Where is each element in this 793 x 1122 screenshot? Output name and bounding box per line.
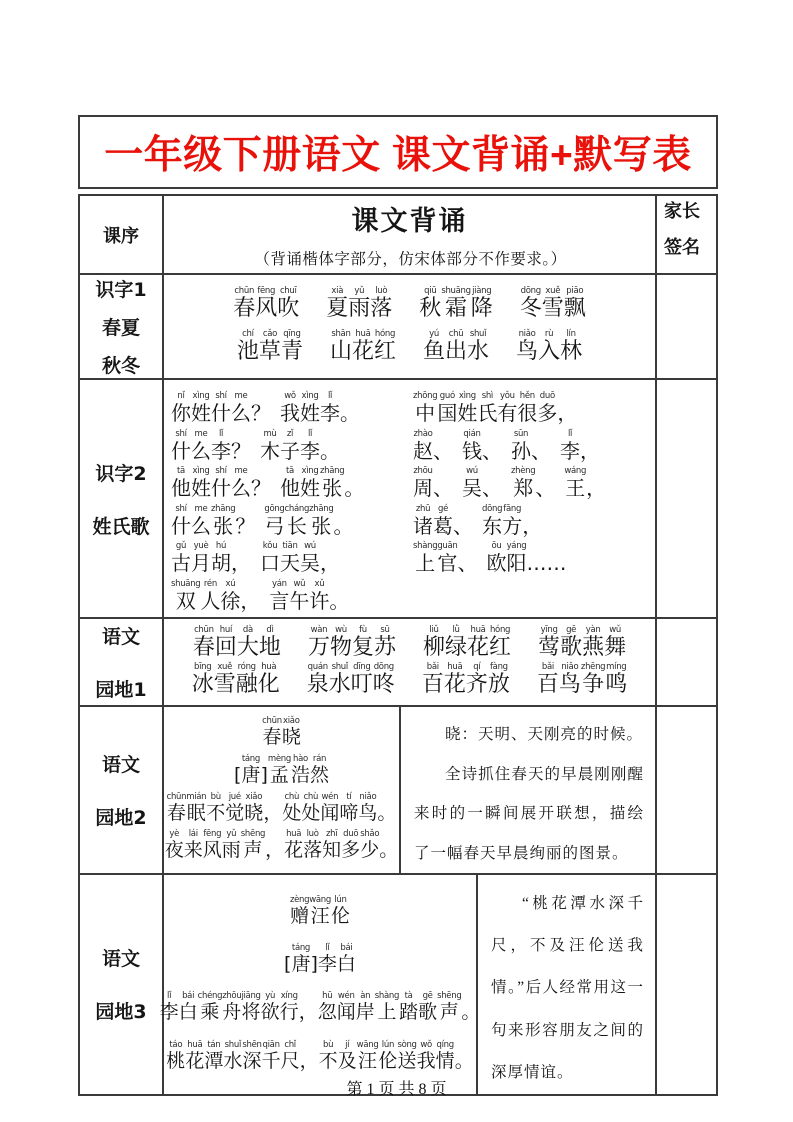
phrase: bīng 冰 xuě 雪 róng 融 huà 化 [191,661,280,697]
header-signature-line1: 家长 [664,201,700,222]
phrase: chūn 春 huí 回 dà 大 dì 地 [192,624,281,660]
header-signature-line2: 签名 [664,236,700,258]
poem-annotation [478,875,655,1094]
phrase: wàn 万 wù 物 fù 复 sū 苏 [307,624,396,660]
lesson-label-shizi1 [80,275,164,378]
annotation-paragraph: 全诗抓住春天的早晨刚刚醒来时的一瞬间展开联想，描绘了一幅春天早晨绚丽的图景。 [414,765,644,862]
label-line: 语文 [101,626,140,648]
table-row-shizi2 [80,378,716,617]
phrase-line [164,286,655,322]
phrase: bǎi 百 huā 花 qí 齐 fàng 放 [421,661,510,697]
header-recitation [164,196,655,273]
recitation-content-shizi2 [164,380,655,617]
poem-author: [ táng 唐 ] lǐ 李 bái 白 [284,943,356,976]
lesson-label-yuandi2 [80,707,164,873]
table-row-yuandi2 [80,705,716,873]
lesson-label-yuandi1 [80,619,164,705]
verse-line: zhào 赵 、 qián 钱 、 sūn 孙 、 lǐ 李 ， [413,428,600,463]
annotation-paragraph: “桃花潭水深千尺，不及汪伦送我情。”后人经常用这一句来形容朋友之间的深厚情谊。 [491,895,644,1081]
recitation-content-yuandi3 [159,875,655,1094]
phrase-line [164,662,655,698]
phrase: bǎi 百 niǎo 鸟 zhēng 争 míng 鸣 [536,661,628,697]
phrase: dōng 冬 xuě 雪 piāo 飘 [519,286,586,322]
table-header-row [80,196,716,273]
verse-line: nǐ 你 xìng 姓 shí 什 me 么 ？ wǒ 我 xìng 姓 lǐ 李 。 [171,391,360,426]
recitation-content-shizi1 [164,275,655,378]
verse-line: zhū 诸 gé 葛 、 dōng 东 fāng 方 ， [413,503,543,538]
phrase-line [164,329,655,365]
verse-line: tā 他 xìng 姓 shí 什 me 么 ？ tā 他 xìng 姓 zhāng 张 。 [171,466,365,501]
phrase: quán 泉 shuǐ 水 dīng 叮 dōng 咚 [306,661,395,697]
verse-line: shí 什 me 么 zhāng 张 ？ gōng 弓 cháng 长 zhāng 张 。 [171,503,354,538]
poem-chunxiao [164,707,401,873]
worksheet-document [78,115,718,1096]
phrase: chūn 春 fēng 风 chuī 吹 [233,286,300,322]
phrase: qiū 秋 shuāng 霜 jiàng 降 [419,286,493,322]
signature-cell [655,707,716,873]
header-recitation-note: （背诵楷体字部分，仿宋体部分不作要求。） [254,251,567,268]
phrase: shān 山 huā 花 hóng 红 [329,329,396,365]
poem-verse: lǐ 李 bái 白 chéng 乘 zhōu 舟 jiāng 将 yù 欲 xíng 行 ， hū 忽 wén 闻 àn 岸 shàng 上 tà 踏 gē 歌 shēng 声 。 [159,991,481,1024]
header-lesson-order [80,196,164,273]
signature-cell [655,875,716,1094]
label-line: 园地1 [95,679,147,701]
recitation-table [78,194,718,1096]
table-row-shizi1 [80,273,716,378]
recitation-content-yuandi1 [164,619,655,705]
poem-annotation [401,707,655,873]
phrase: yīng 莺 gē 歌 yàn 燕 wǔ 舞 [538,624,627,660]
table-row-yuandi1 [80,617,716,705]
poem-verse: táo 桃 huā 花 tán 潭 shuǐ 水 shēn 深 qiān 千 chǐ 尺 ， bù 不 jí 及 wāng 汪 lún 伦 sòng 送 wǒ 我 qíng 情 。 [166,1039,474,1072]
phrase: chí 池 cǎo 草 qīng 青 [236,329,303,365]
phrase-line [164,625,655,661]
verse-line: shàng 上 guān 官 、 ōu 欧 yáng 阳 … … [413,541,567,576]
verse-line: shí 什 me 么 lǐ 李 ？ mù 木 zǐ 子 lǐ 李 。 [171,428,340,463]
label-line: 春夏 [101,317,140,339]
poem-title: zèng 赠 wāng 汪 lún 伦 [289,895,351,927]
header-lesson-order-label: 课序 [103,225,139,247]
poem-verse: yè 夜 lái 来 fēng 风 yǔ 雨 shēng 声 ， huā 花 luò 落 zhī 知 duō 多 shǎo 少 。 [164,829,399,862]
verse-line: shuāng 双 rén 人 xú 徐 ， yán 言 wǔ 午 xǔ 许 。 [171,578,350,613]
label-line: 识字2 [95,462,147,485]
verse-line: gǔ 古 yuè 月 hú 胡 ， kǒu 口 tiān 天 wú 吴 ， [171,541,340,576]
recitation-content-yuandi2 [164,707,655,873]
poem-verse: chūn 春 mián 眠 bù 不 jué 觉 xiǎo 晓 ， chù 处 chù 处 wén 闻 tí 啼 niǎo 鸟 。 [166,791,397,824]
label-line: 姓氏歌 [92,515,150,538]
verse-line: zhōu 周 、 wú 吴 、 zhèng 郑 、 wáng 王 ， [413,466,607,501]
label-line: 秋冬 [101,355,140,377]
phrase: yú 鱼 chū 出 shuǐ 水 [423,329,490,365]
page-title: 一年级下册语文 课文背诵+默写表 [104,134,692,177]
title-banner [78,115,718,189]
table-row-yuandi3 [80,873,716,1094]
poem-author: [ táng 唐 ] mèng 孟 hào 浩 rán 然 [234,754,329,787]
lesson-label-shizi2 [80,380,164,617]
verse-column-right [411,387,655,612]
page-number-footer: 第 1 页 共 8 页 [346,1081,447,1098]
label-line: 识字1 [95,279,147,301]
header-recitation-title: 课文背诵 [351,206,468,237]
verse-line: zhōng 中 guó 国 xìng 姓 shì 氏 yǒu 有 hěn 很 duō 多 ， [413,391,578,426]
label-line: 语文 [101,948,140,971]
label-line: 园地2 [95,807,147,830]
annotation-paragraph: 晓：天明、天刚亮的时候。 [445,726,644,743]
label-line: 语文 [101,754,140,777]
header-parent-signature [655,196,716,273]
verse-column-left [171,387,411,612]
signature-cell [655,275,716,378]
label-line: 园地3 [95,1001,147,1024]
phrase: liǔ 柳 lǜ 绿 huā 花 hóng 红 [423,624,512,660]
phrase: niǎo 鸟 rù 入 lín 林 [516,329,583,365]
signature-cell [655,380,716,617]
lesson-label-yuandi3 [80,875,164,1094]
phrase: xià 夏 yǔ 雨 luò 落 [326,286,393,322]
poem-zengwanglun [159,875,481,1094]
poem-title: chūn 春 xiǎo 晓 [262,716,301,749]
signature-cell [655,619,716,705]
